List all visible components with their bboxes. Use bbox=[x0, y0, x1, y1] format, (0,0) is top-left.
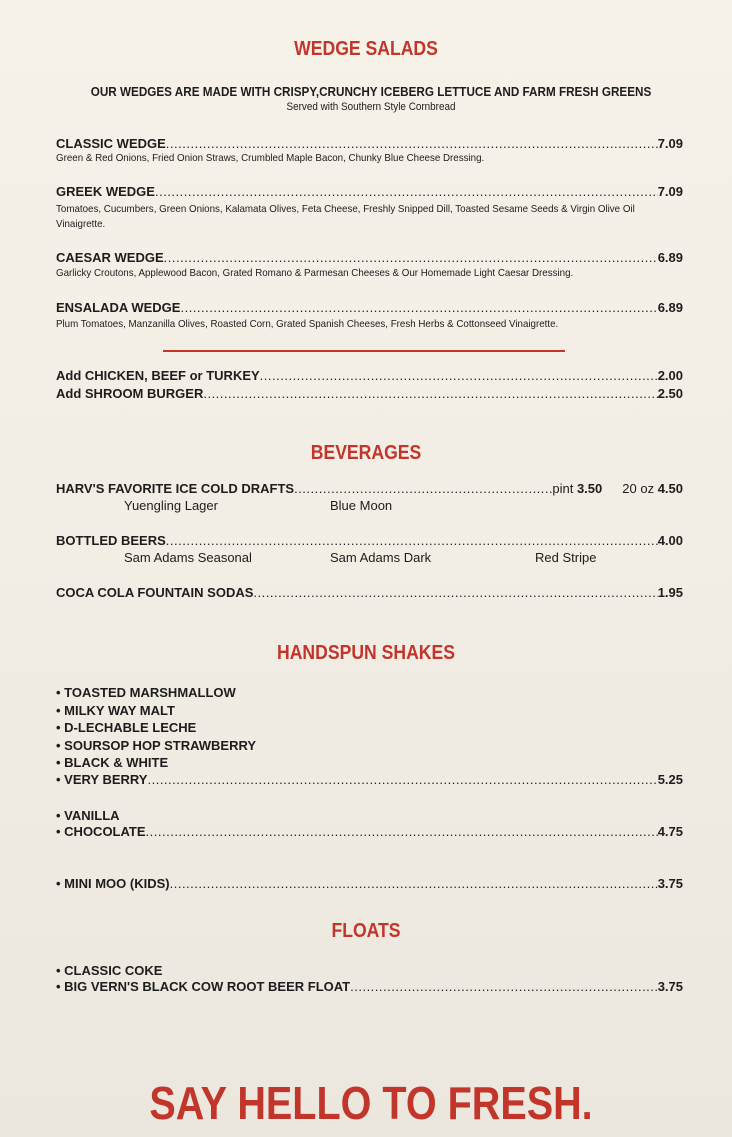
shake-item: • D-LECHABLE LECHE bbox=[56, 720, 197, 735]
draft-option: Yuengling Lager bbox=[124, 498, 218, 513]
item-price: 4.00 bbox=[657, 533, 683, 548]
item-name: COCA COLA FOUNTAIN SODAS bbox=[56, 585, 254, 600]
item-price: 6.89 bbox=[657, 300, 683, 315]
item-name: • MINI MOO (KIDS) bbox=[56, 876, 170, 891]
shake-item-chocolate bbox=[56, 824, 683, 840]
item-price: 6.89 bbox=[657, 250, 683, 265]
dot-leader bbox=[146, 824, 658, 840]
menu-item-ensalada-wedge bbox=[56, 300, 683, 316]
shake-item: • VANILLA bbox=[56, 808, 120, 823]
shake-item: • MILKY WAY MALT bbox=[56, 703, 175, 718]
float-item: • CLASSIC COKE bbox=[56, 963, 163, 978]
addon-name: Add CHICKEN, BEEF or TURKEY bbox=[56, 368, 260, 383]
draft-option: Blue Moon bbox=[330, 498, 393, 513]
shake-item-mini-moo bbox=[56, 876, 683, 892]
slogan: SAY HELLO TO FRESH. bbox=[149, 1077, 593, 1129]
item-price: 4.75 bbox=[657, 824, 683, 839]
item-price: 7.09 bbox=[657, 136, 683, 151]
item-name: CLASSIC WEDGE bbox=[56, 136, 166, 151]
menu-item-bottled-beers bbox=[56, 533, 683, 549]
wedge-intro: OUR WEDGES ARE MADE WITH CRISPY,CRUNCHY ICEBERG LETTUCE AND FARM FRESH GREENS bbox=[90, 84, 652, 99]
dot-leader bbox=[170, 876, 658, 892]
menu-item-drafts bbox=[56, 481, 683, 497]
item-name: • BIG VERN'S BLACK COW ROOT BEER FLOAT bbox=[56, 979, 351, 994]
addon-name: Add SHROOM BURGER bbox=[56, 386, 204, 401]
menu-item-classic-wedge bbox=[56, 136, 683, 152]
item-price: 5.25 bbox=[657, 772, 683, 787]
item-price: 7.09 bbox=[657, 184, 683, 199]
shake-item-very-berry bbox=[56, 772, 683, 788]
floats-heading: FLOATS bbox=[331, 920, 401, 942]
menu-item-greek-wedge bbox=[56, 184, 683, 200]
bottled-option: Red Stripe bbox=[535, 550, 597, 565]
oz-price-group bbox=[622, 481, 683, 497]
beverages-heading: BEVERAGES bbox=[310, 442, 422, 464]
item-description: Garlicky Croutons, Applewood Bacon, Grated Romano & Parmesan Cheeses & Our Homemade Light Caesar Dressing. bbox=[56, 267, 574, 279]
shake-item: • SOURSOP HOP STRAWBERRY bbox=[56, 738, 257, 753]
item-description: Green & Red Onions, Fried Onion Straws, Crumbled Maple Bacon, Chunky Blue Cheese Dressing. bbox=[56, 152, 485, 164]
item-name: HARV'S FAVORITE ICE COLD DRAFTS bbox=[56, 481, 295, 496]
dot-leader bbox=[350, 979, 658, 995]
addon-price: 2.00 bbox=[657, 368, 683, 383]
item-name: • CHOCOLATE bbox=[56, 824, 146, 839]
section-divider bbox=[163, 350, 565, 352]
dot-leader bbox=[294, 481, 552, 497]
dot-leader bbox=[155, 184, 658, 200]
item-name: CAESAR WEDGE bbox=[56, 250, 164, 265]
dot-leader bbox=[260, 368, 658, 384]
pint-price: 3.50 bbox=[576, 481, 603, 496]
item-name: ENSALADA WEDGE bbox=[56, 300, 181, 315]
pint-label: pint bbox=[552, 481, 577, 496]
dot-leader bbox=[166, 533, 658, 549]
item-price: 3.75 bbox=[657, 979, 683, 994]
item-description: Plum Tomatoes, Manzanilla Olives, Roasted Corn, Grated Spanish Cheeses, Fresh Herbs & Cottonseed Vinaigrette. bbox=[56, 318, 559, 330]
dot-leader bbox=[203, 386, 657, 402]
shake-item: • TOASTED MARSHMALLOW bbox=[56, 685, 236, 700]
dot-leader bbox=[180, 300, 657, 316]
shakes-heading: HANDSPUN SHAKES bbox=[277, 642, 455, 664]
item-description: Tomatoes, Cucumbers, Green Onions, Kalamata Olives, Feta Cheese, Freshly Snipped Dill, Toasted Sesame Seeds & Virgin Olive Oil Vinaigrette. bbox=[56, 203, 635, 230]
addon-price: 2.50 bbox=[657, 386, 683, 401]
menu-item-caesar-wedge bbox=[56, 250, 683, 266]
item-price: 3.75 bbox=[657, 876, 683, 891]
dot-leader bbox=[253, 585, 657, 601]
oz-label: 20 oz bbox=[622, 481, 658, 496]
item-name: GREEK WEDGE bbox=[56, 184, 155, 199]
wedge-subtitle: Served with Southern Style Cornbread bbox=[286, 101, 456, 113]
item-name: BOTTLED BEERS bbox=[56, 533, 166, 548]
pint-price-group bbox=[552, 481, 602, 497]
menu-item-sodas bbox=[56, 585, 683, 601]
item-name: • VERY BERRY bbox=[56, 772, 148, 787]
dot-leader bbox=[164, 250, 658, 266]
addon-chicken-beef-turkey bbox=[56, 368, 683, 384]
float-item-black-cow bbox=[56, 979, 683, 995]
shake-item: • BLACK & WHITE bbox=[56, 755, 169, 770]
wedge-salads-heading: WEDGE SALADS bbox=[294, 38, 438, 60]
addon-shroom-burger bbox=[56, 386, 683, 402]
bottled-option: Sam Adams Dark bbox=[330, 550, 432, 565]
oz-price: 4.50 bbox=[657, 481, 683, 496]
bottled-option: Sam Adams Seasonal bbox=[124, 550, 252, 565]
item-price: 1.95 bbox=[657, 585, 683, 600]
dot-leader bbox=[166, 136, 658, 152]
dot-leader bbox=[147, 772, 657, 788]
